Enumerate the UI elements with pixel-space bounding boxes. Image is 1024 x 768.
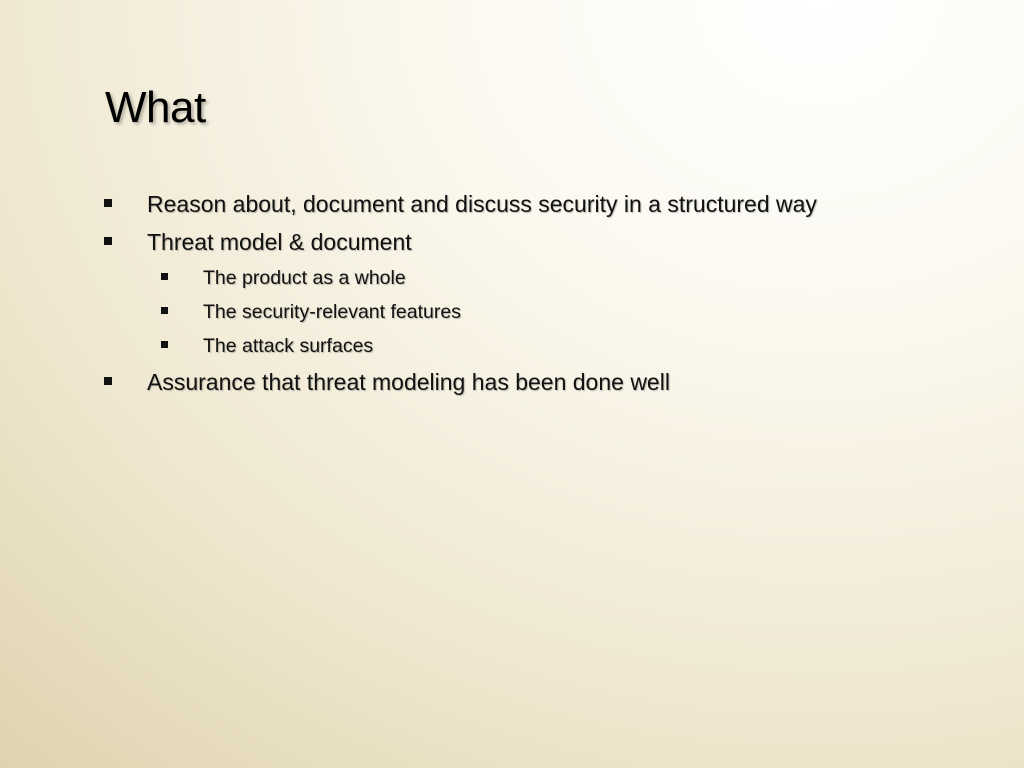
sub-bullet-text: The security-relevant features [203,301,461,323]
bullet-text: Assurance that threat modeling has been done well [147,369,670,395]
sub-bullet-text: The attack surfaces [203,335,374,357]
square-bullet-icon [104,237,112,245]
bullet-item [100,187,980,221]
slide-title: What [105,83,206,132]
bullet-item [100,225,980,259]
bullet-text: Reason about, document and discuss security in a structured way [147,191,817,217]
bullet-item [100,365,980,399]
sub-bullet-item [100,263,980,293]
sub-bullet-item [100,331,980,361]
sub-bullet-text: The product as a whole [203,267,406,289]
square-bullet-icon [161,307,168,314]
square-bullet-icon [161,341,168,348]
bullet-list [100,187,980,403]
square-bullet-icon [104,199,112,207]
square-bullet-icon [104,377,112,385]
bullet-text: Threat model & document [147,229,412,255]
square-bullet-icon [161,273,168,280]
sub-bullet-item [100,297,980,327]
